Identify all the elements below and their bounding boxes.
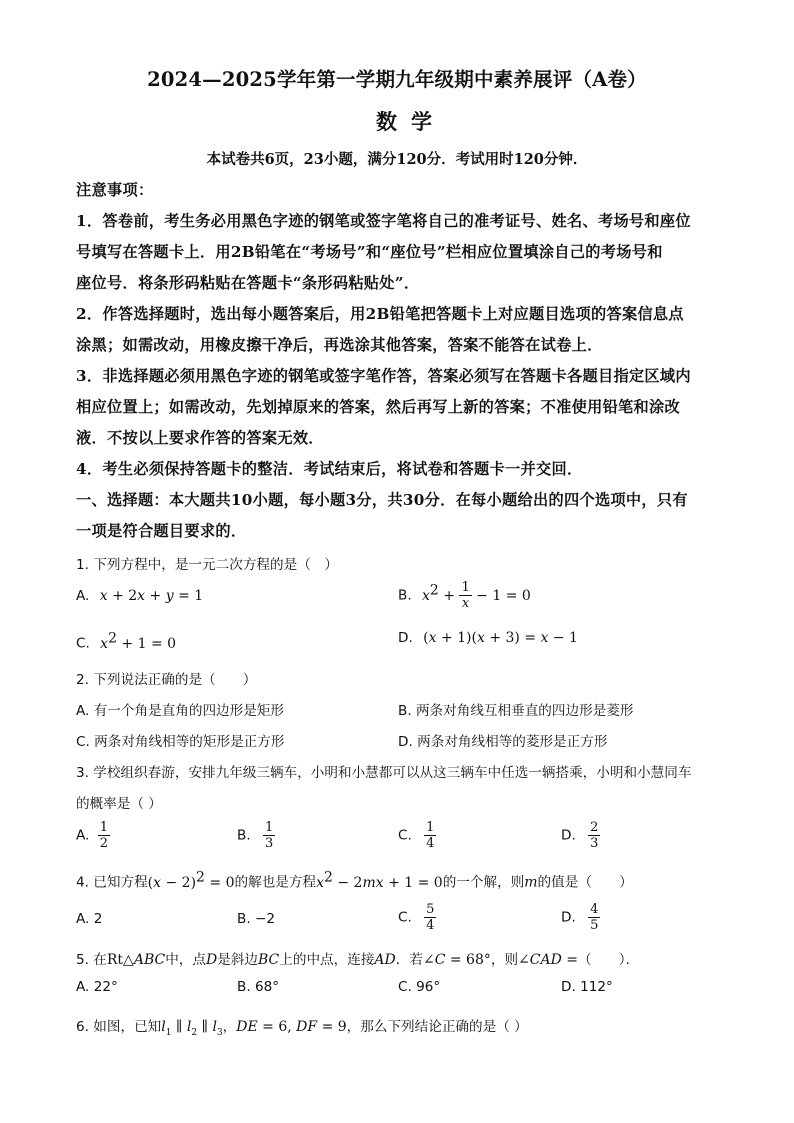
fraction: $\frac{2}{3}$ xyxy=(590,820,599,851)
note-line: 3．非选择题必须用黑色字迹的钢笔或签字笔作答，答案必须写在答题卡各题目指定区域内 xyxy=(76,367,691,385)
note-line: 号填写在答题卡上．用2B铅笔在“考场号”和“座位号”栏相应位置填涂自己的考场号和 xyxy=(76,243,663,261)
q2-option-d: D. 两条对角线相等的菱形是正方形 xyxy=(398,734,608,750)
question-3-stem: 3. 学校组织春游，安排九年级三辆车，小明和小慧都可以从这三辆车中任选一辆搭乘，小明和小慧同车 xyxy=(76,765,692,781)
section-heading: 一、选择题：本大题共10小题，每小题3分，共30分．在每小题给出的四个选项中，只有 xyxy=(76,491,688,509)
question-3-stem-cont: 的概率是（ ） xyxy=(76,796,162,812)
question-2-stem: 2. 下列说法正确的是（ ） xyxy=(76,672,257,688)
q3-option-d xyxy=(561,820,600,851)
note-line: 4．考生必须保持答题卡的整洁．考试结束后，将试卷和答题卡一并交回． xyxy=(76,460,583,478)
q3-option-a xyxy=(76,820,110,851)
q1-option-a xyxy=(76,588,203,604)
option-label: B. xyxy=(237,827,251,844)
q5-option-c: C. 96° xyxy=(398,979,441,995)
subject-title: 数学 xyxy=(376,109,446,134)
option-label: B. xyxy=(398,587,412,604)
q4-option-b: B. −2 xyxy=(237,911,276,927)
q4-option-c xyxy=(398,902,436,933)
fraction: $\frac{5}{4}$ xyxy=(426,902,435,933)
q1-option-b xyxy=(398,580,531,611)
q2-option-b: B. 两条对角线互相垂直的四边形是菱形 xyxy=(398,703,634,719)
q3-option-c xyxy=(398,820,436,851)
math-variable: m xyxy=(524,874,538,891)
math-expression: $x^2$ + $\frac{1}{x}$ − 1 = 0 xyxy=(421,580,531,611)
fraction: $\frac{4}{5}$ xyxy=(590,902,599,933)
q5-option-b: B. 68° xyxy=(237,979,280,995)
q5-option-d: D. 112° xyxy=(561,979,613,995)
fraction: $\frac{1}{4}$ xyxy=(426,820,435,851)
math-expression: x + 2x + y = 1 xyxy=(99,588,204,604)
math-expression: $x^2 - 2mx + 1 = 0$ xyxy=(316,869,443,891)
q1-option-d xyxy=(398,630,578,646)
option-label: D. xyxy=(561,909,576,926)
exam-title: 2024—2025学年第一学期九年级期中素养展评（A卷） xyxy=(147,68,647,91)
q2-option-a: A. 有一个角是直角的四边形是矩形 xyxy=(76,703,285,719)
math-variable: D xyxy=(205,952,218,968)
question-5-stem: 5. 在Rt△ABC中，点D是斜边BC上的中点，连接AD．若∠C = 68°，则∠CAD =（ ）． xyxy=(76,952,640,968)
option-label: C. xyxy=(398,909,412,926)
option-label: D. xyxy=(398,630,413,646)
option-label: C. xyxy=(398,827,412,844)
note-line: 液．不按以上要求作答的答案无效． xyxy=(76,429,324,447)
math-expression: DE = 6, DF = 9 xyxy=(236,1019,347,1035)
question-1-stem: 1. 下列方程中，是一元二次方程的是（ ） xyxy=(76,557,338,573)
option-label: C. xyxy=(76,635,90,652)
q4-option-a: A. 2 xyxy=(76,911,103,927)
question-4-stem: 4. 已知方程$(x - 2)^2 = 0$的解也是方程$x^2 - 2mx + 1 = 0$的一个解，则m的值是（ ） xyxy=(76,869,633,891)
q2-option-c: C. 两条对角线相等的矩形是正方形 xyxy=(76,734,285,750)
math-expression: ∠CAD = xyxy=(518,952,579,968)
question-6-stem: 6. 如图，已知$l_1$ ∥ $l_2$ ∥ $l_3$，DE = 6, DF = 9，那么下列结论正确的是（ ） xyxy=(76,1019,528,1038)
note-line: 相应位置上；如需改动，先划掉原来的答案，然后再写上新的答案；不准使用铅笔和涂改 xyxy=(76,398,681,416)
note-line: 2．作答选择题时，选出每小题答案后，用2B铅笔把答题卡上对应题目选项的答案信息点 xyxy=(76,305,684,323)
math-expression: ∠C = 68° xyxy=(422,952,491,968)
math-expression: $l_1$ ∥ $l_2$ ∥ $l_3$ xyxy=(161,1019,223,1038)
fraction: $\frac{1}{3}$ xyxy=(264,820,274,851)
math-expression: $x^2 + 1 = 0$ xyxy=(100,630,177,652)
note-line: 1．答卷前，考生务必用黑色字迹的钢笔或签字笔将自己的准考证号、姓名、考场号和座位 xyxy=(76,212,691,230)
math-expression: Rt△ABC xyxy=(106,952,166,968)
q4-option-d xyxy=(561,902,600,933)
note-line: 座位号．将条形码粘贴在答题卡“条形码粘贴处”． xyxy=(76,274,420,292)
math-variable: AD xyxy=(374,952,396,968)
math-expression: (x + 1)(x + 3) = x − 1 xyxy=(423,630,578,646)
option-label: A. xyxy=(76,588,90,604)
q5-option-a: A. 22° xyxy=(76,979,118,995)
fraction: $\frac{1}{2}$ xyxy=(99,820,108,851)
option-label: D. xyxy=(561,827,576,844)
notes-heading: 注意事项： xyxy=(76,181,154,199)
section-heading-cont: 一项是符合题目要求的． xyxy=(76,522,247,540)
math-expression: $(x - 2)^2 = 0$ xyxy=(147,869,235,891)
q3-option-b xyxy=(237,820,275,851)
option-label: A. xyxy=(76,827,90,844)
math-variable: BC xyxy=(258,952,280,968)
note-line: 涂黑；如需改动，用橡皮擦干净后，再选涂其他答案，答案不能答在试卷上． xyxy=(76,336,603,354)
q1-option-c xyxy=(76,630,176,652)
exam-info: 本试卷共6页，23小题，满分120分．考试用时120分钟． xyxy=(206,151,588,168)
